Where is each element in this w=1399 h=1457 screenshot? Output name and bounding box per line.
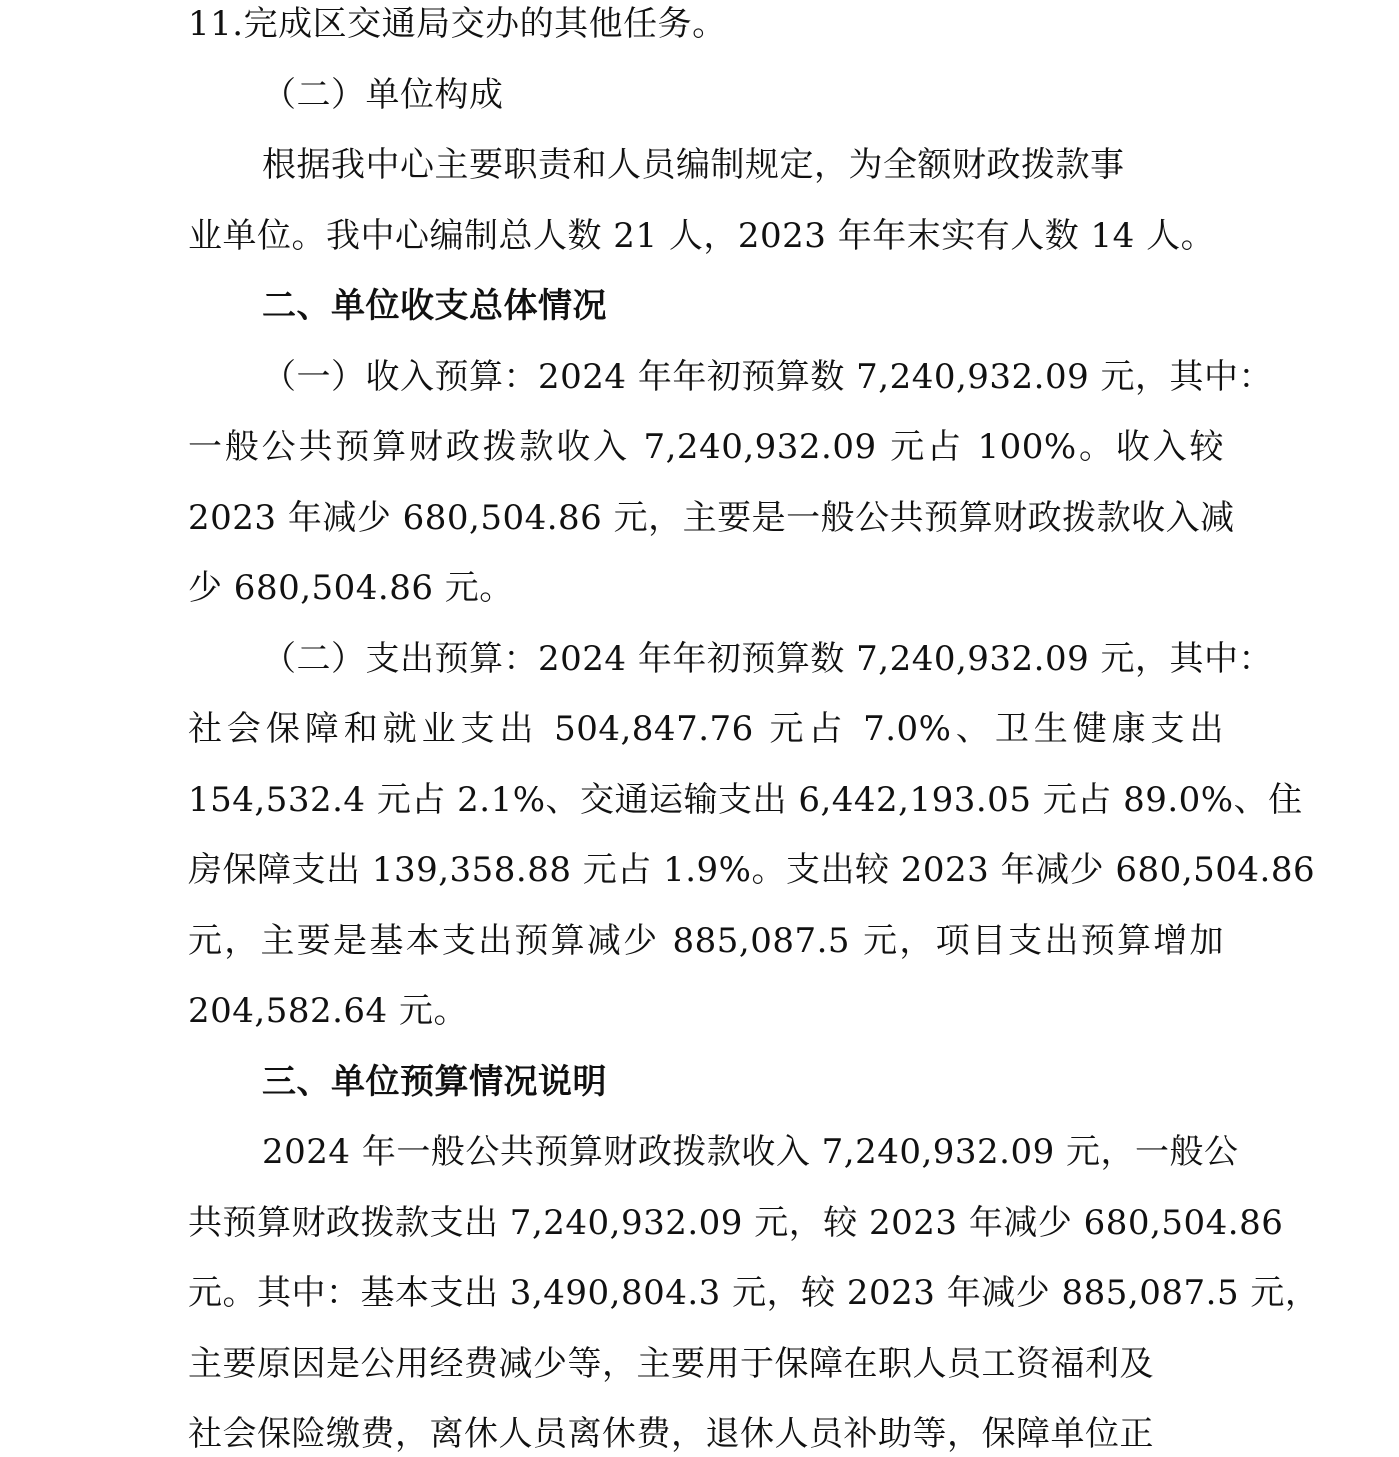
- text-line-composition-1: 根据我中心主要职责和人员编制规定，为全额财政拨款事: [262, 145, 1125, 185]
- text-line-income-3: 2023 年减少 680,504.86 元，主要是一般公共预算财政拨款收入减: [188, 498, 1235, 538]
- text-line-expense-5: 元，主要是基本支出预算减少 885,087.5 元，项目支出预算增加: [188, 921, 1224, 961]
- text-line-budget-1: 2024 年一般公共预算财政拨款收入 7,240,932.09 元，一般公: [262, 1132, 1239, 1172]
- text-line-composition-2: 业单位。我中心编制总人数 21 人，2023 年年末实有人数 14 人。: [188, 216, 1216, 256]
- text-line-income-2: 一般公共预算财政拨款收入 7,240,932.09 元占 100%。收入较: [188, 427, 1224, 467]
- subheading-unit-composition: （二）单位构成: [262, 75, 504, 115]
- text-line-budget-2: 共预算财政拨款支出 7,240,932.09 元，较 2023 年减少 680,504.86: [188, 1203, 1284, 1243]
- section-heading-3: 三、单位预算情况说明: [262, 1062, 607, 1102]
- text-line-budget-5: 社会保险缴费，离休人员离休费，退休人员补助等，保障单位正: [188, 1414, 1154, 1454]
- text-line-budget-4: 主要原因是公用经费减少等，主要用于保障在职人员工资福利及: [188, 1344, 1154, 1384]
- text-line-income-4: 少 680,504.86 元。: [188, 568, 514, 608]
- text-line-expense-3: 154,532.4 元占 2.1%、交通运输支出 6,442,193.05 元占 89.0%、住: [188, 780, 1303, 820]
- text-line-expense-1: （二）支出预算：2024 年年初预算数 7,240,932.09 元，其中：: [262, 639, 1274, 679]
- text-line-expense-2: 社会保障和就业支出 504,847.76 元占 7.0%、卫生健康支出: [188, 709, 1224, 749]
- text-line-budget-3: 元。其中：基本支出 3,490,804.3 元，较 2023 年减少 885,087.5 元，: [188, 1273, 1320, 1313]
- section-heading-2: 二、单位收支总体情况: [262, 286, 607, 326]
- text-line-expense-4: 房保障支出 139,358.88 元占 1.9%。支出较 2023 年减少 680,504.86: [188, 850, 1316, 890]
- text-line-expense-6: 204,582.64 元。: [188, 991, 468, 1031]
- text-line-task-11: 11.完成区交通局交办的其他任务。: [188, 4, 727, 44]
- text-line-income-1: （一）收入预算：2024 年年初预算数 7,240,932.09 元，其中：: [262, 357, 1274, 397]
